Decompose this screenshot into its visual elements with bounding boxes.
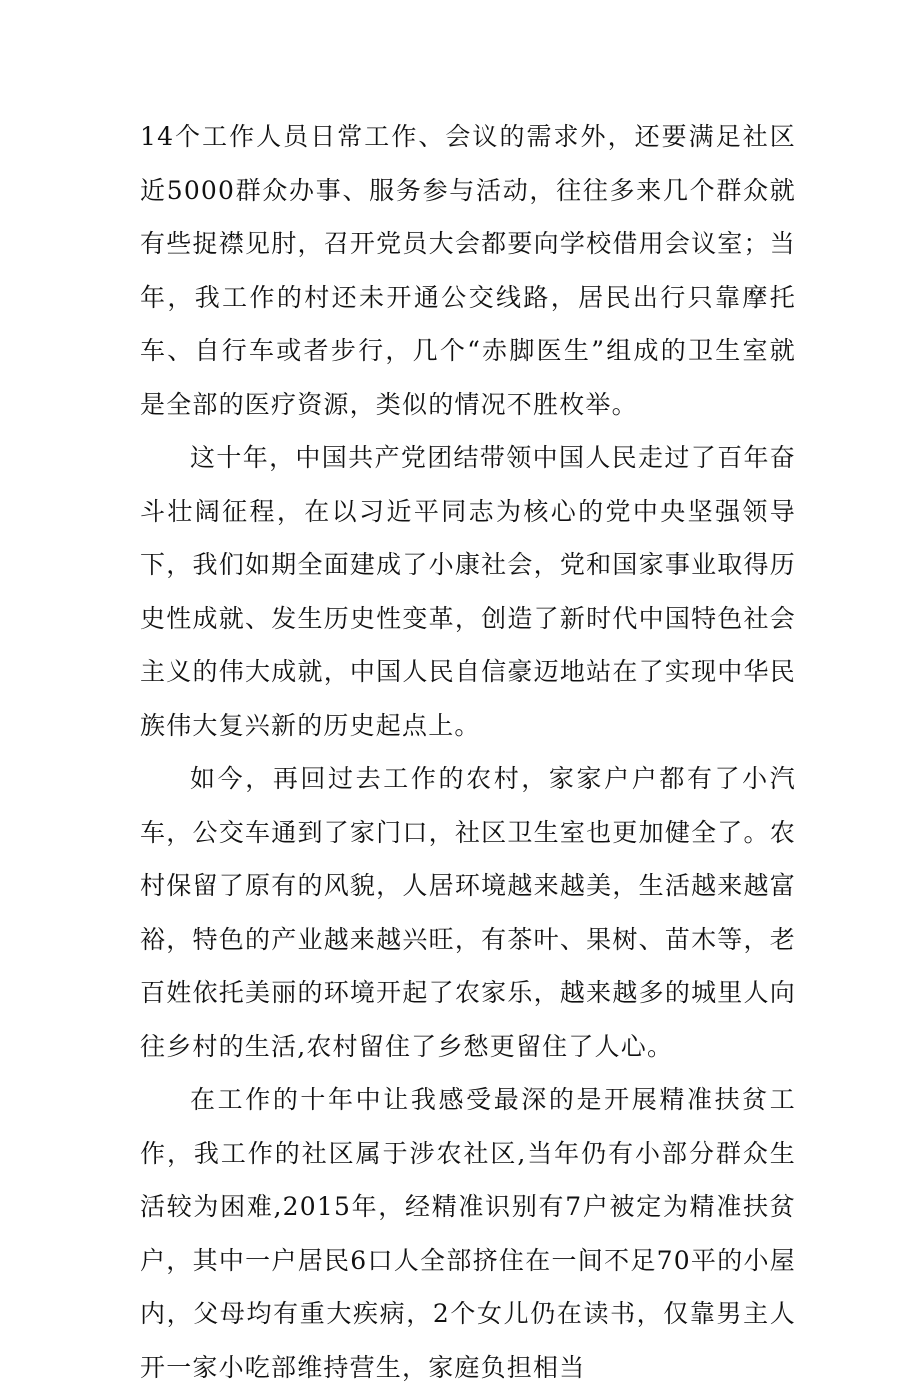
- paragraph-poverty-alleviation: 在工作的十年中让我感受最深的是开展精准扶贫工作，我工作的社区属于涉农社区,当年仍有小部分群众生活较为困难,2015年，经精准识别有7户被定为精准扶贫户，其中一户居民6口人全部挤住在一间不足70平的小屋内，父母均有重大疾病，2个女儿仍在读书，仅靠男主人开一家小吃部维持营生，家庭负担相当: [140, 1085, 796, 1382]
- paragraph-continuation: 14个工作人员日常工作、会议的需求外，还要满足社区近5000群众办事、服务参与活动，往往多来几个群众就有些捉襟见肘，召开党员大会都要向学校借用会议室；当年，我工作的村还未开通公交线路，居民出行只靠摩托车、自行车或者步行，几个“赤脚医生”组成的卫生室就是全部的医疗资源，类似的情况不胜枚举。: [140, 122, 796, 419]
- paragraph-rural-changes: 如今，再回过去工作的农村，家家户户都有了小汽车，公交车通到了家门口，社区卫生室也更加健全了。农村保留了原有的风貌，人居环境越来越美，生活越来越富裕，特色的产业越来越兴旺，有茶叶、果树、苗木等，老百姓依托美丽的环境开起了农家乐，越来越多的城里人向往乡村的生活,农村留住了乡愁更留住了人心。: [140, 764, 796, 1061]
- paragraph-decade-achievements: 这十年，中国共产党团结带领中国人民走过了百年奋斗壮阔征程，在以习近平同志为核心的党中央坚强领导下，我们如期全面建成了小康社会，党和国家事业取得历史性成就、发生历史性变革，创造了新时代中国特色社会主义的伟大成就，中国人民自信豪迈地站在了实现中华民族伟大复兴新的历史起点上。: [140, 443, 796, 740]
- document-body: [140, 110, 796, 1394]
